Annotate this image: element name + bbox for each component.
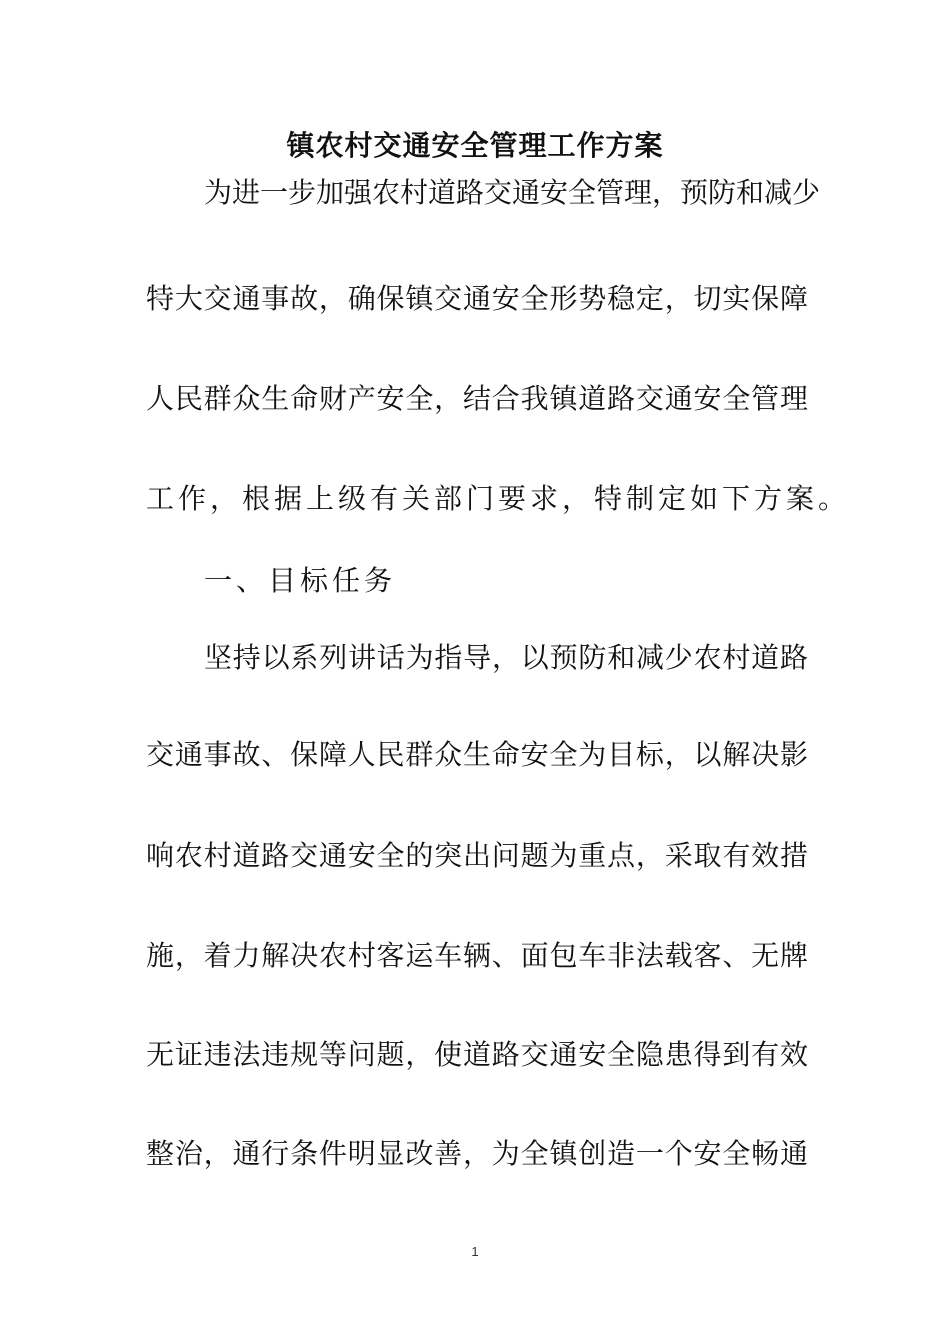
- paragraph-line: 交通事故、保障人民群众生命安全为目标，以解决影: [146, 738, 808, 771]
- paragraph-line: 坚持以系列讲话为指导，以预防和减少农村道路: [204, 641, 808, 674]
- paragraph-line: 特大交通事故，确保镇交通安全形势稳定，切实保障: [146, 282, 808, 315]
- paragraph-line: 无证违法违规等问题，使道路交通安全隐患得到有效: [146, 1038, 808, 1071]
- page-number: 1: [471, 1244, 479, 1259]
- paragraph-line: 整治，通行条件明显改善，为全镇创造一个安全畅通: [146, 1137, 808, 1170]
- section-heading: 一、目标任务: [204, 564, 397, 597]
- paragraph-line: 响农村道路交通安全的突出问题为重点，采取有效措: [146, 839, 808, 872]
- paragraph-line: 人民群众生命财产安全，结合我镇道路交通安全管理: [146, 382, 808, 415]
- paragraph-line: 施，着力解决农村客运车辆、面包车非法载客、无牌: [146, 939, 808, 972]
- document-title: 镇农村交通安全管理工作方案: [286, 129, 664, 162]
- paragraph-line: 工作，根据上级有关部门要求，特制定如下方案。: [146, 482, 851, 515]
- paragraph-line: 为进一步加强农村道路交通安全管理，预防和减少: [204, 176, 821, 209]
